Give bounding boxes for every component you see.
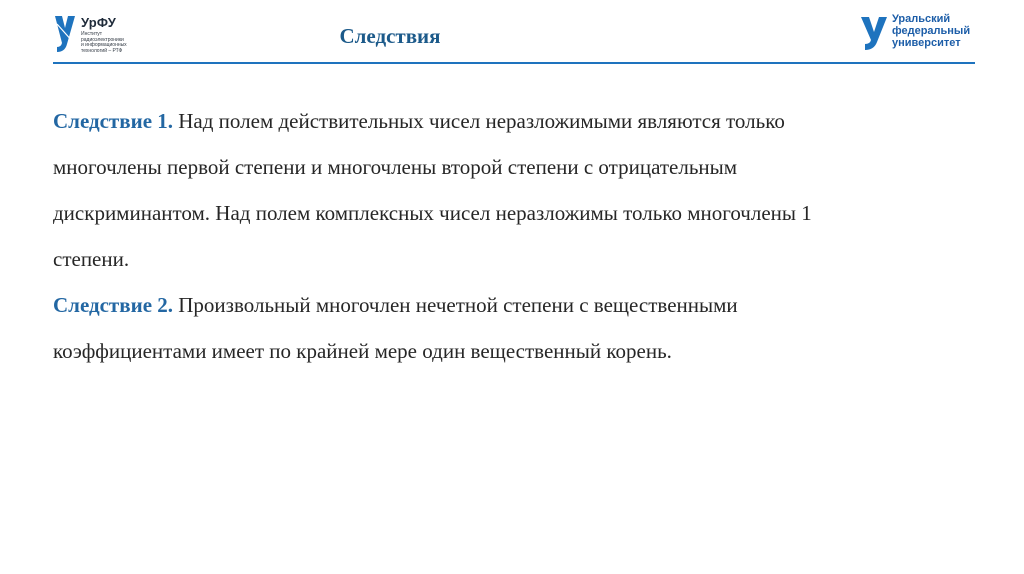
- corollary-2-line-2: коэффициентами имеет по крайней мере один вещественный корень.: [53, 339, 672, 363]
- corollary-1-line-1: Над полем действительных чисел неразложимыми являются только: [173, 109, 785, 133]
- corollary-2: [53, 282, 993, 374]
- logo-brand: УрФУ: [81, 15, 117, 30]
- corollary-1-label: Следствие 1.: [53, 109, 174, 133]
- corollary-1-line-2: многочлены первой степени и многочлены второй степени с отрицательным: [53, 155, 738, 179]
- urfu-irit-logo: [53, 14, 153, 60]
- header-divider: [53, 62, 975, 64]
- corollary-2-line-1: Произвольный многочлен нечетной степени с вещественными: [173, 293, 738, 317]
- urfu-emblem-icon: [53, 14, 77, 54]
- urfu-u-icon: [860, 16, 888, 52]
- slide-title: Следствия: [339, 24, 441, 48]
- slide-body: [53, 98, 993, 374]
- logo-institute-text: Институт радиоэлектроники и информационных технологий – РТФ: [81, 31, 127, 54]
- corollary-2-label: Следствие 2.: [53, 293, 174, 317]
- urfu-university-logo: [860, 14, 990, 58]
- corollary-1-line-4: степени.: [53, 247, 130, 271]
- corollary-1: [53, 98, 993, 282]
- corollary-1-line-3: дискриминантом. Над полем комплексных чисел неразложимы только многочлены 1: [53, 201, 812, 225]
- university-name: Уральский федеральный университет: [892, 13, 971, 49]
